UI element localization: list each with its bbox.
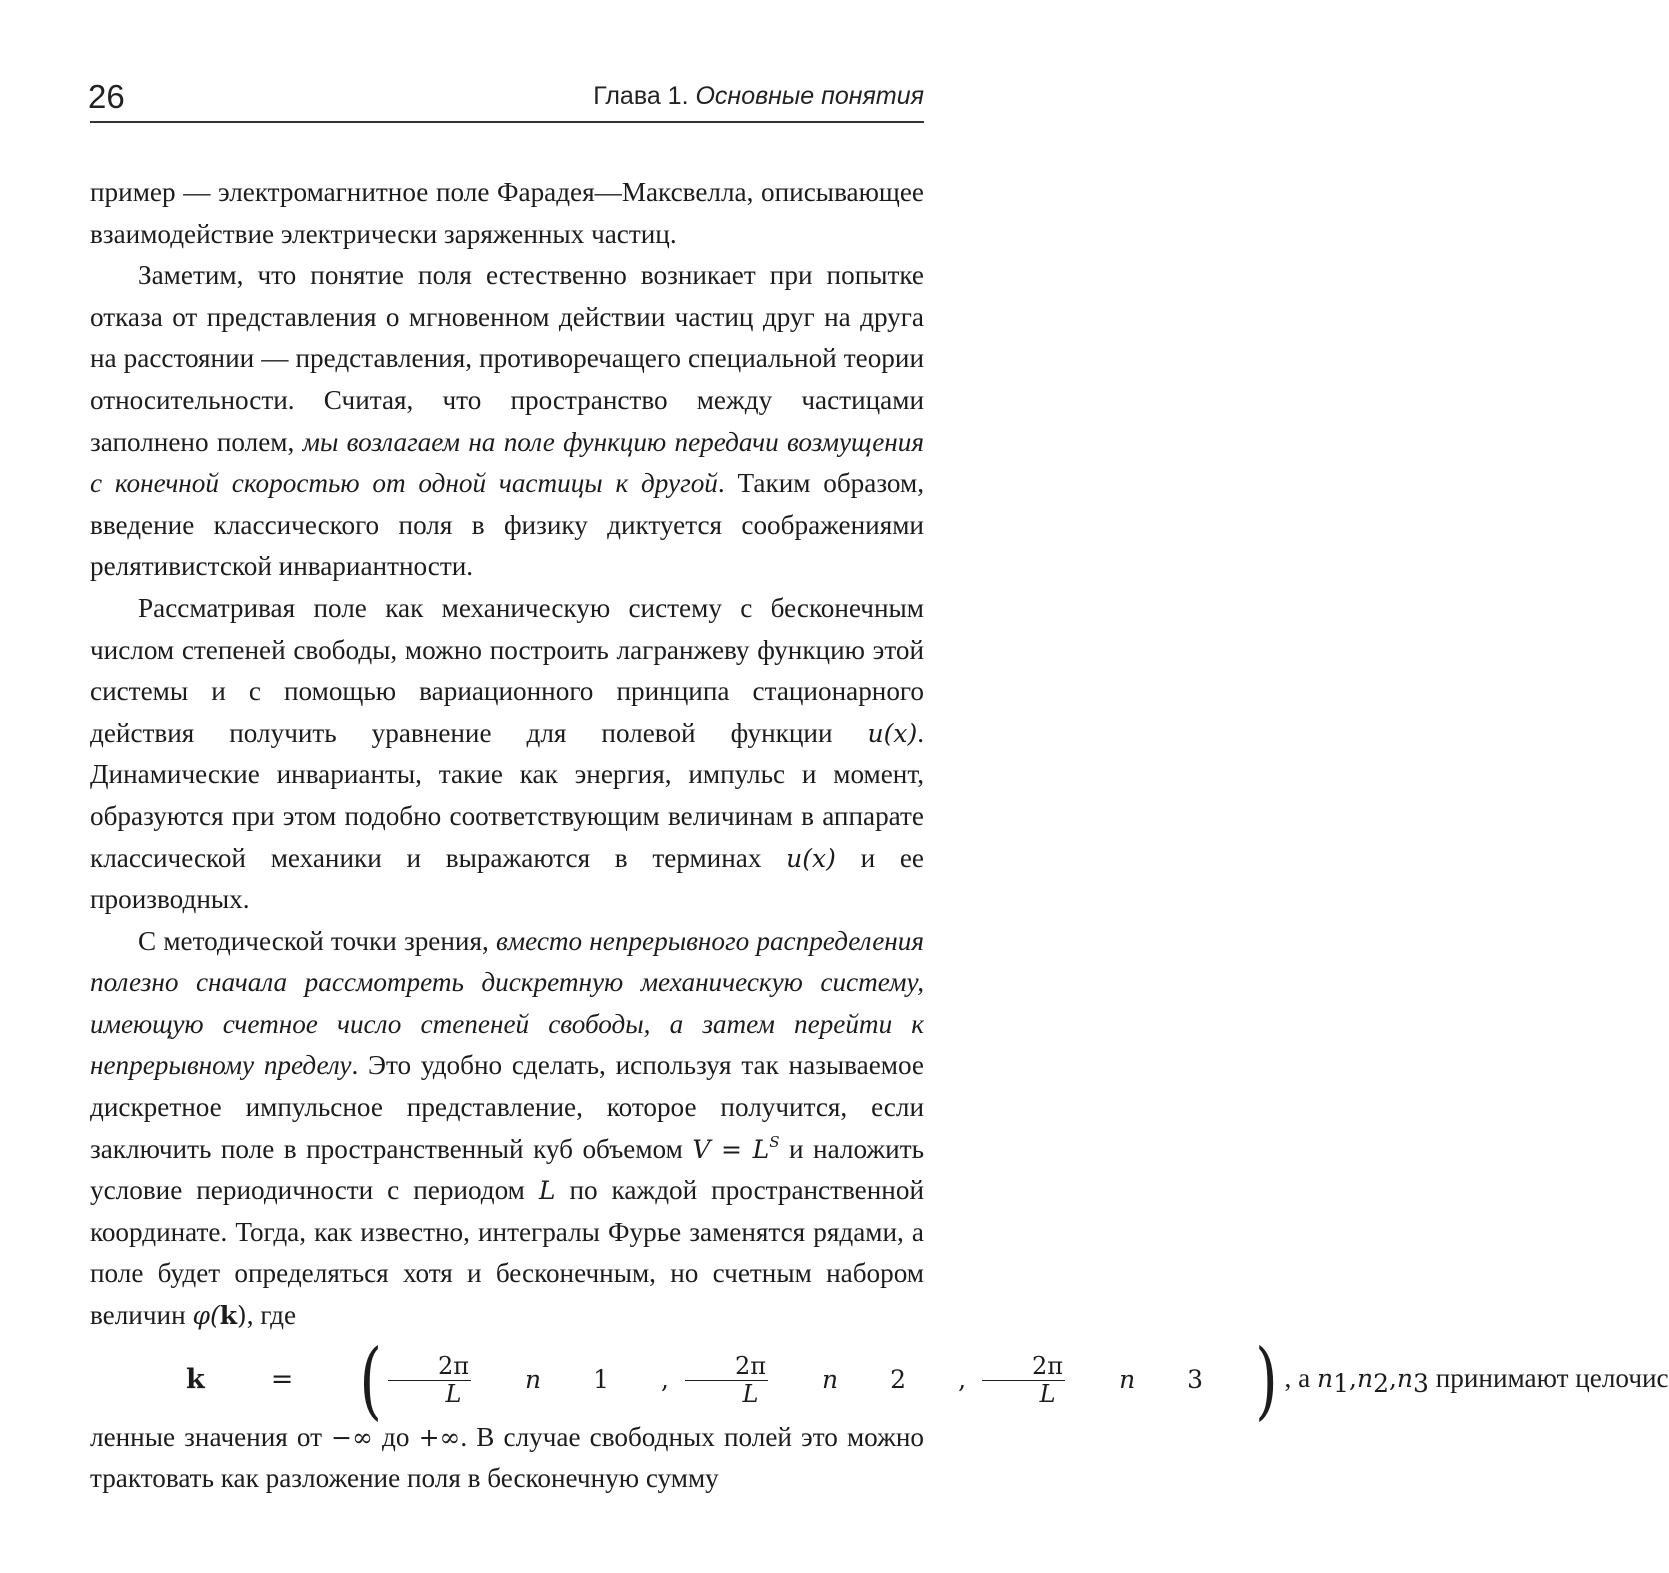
fraction-denominator: L	[445, 1379, 462, 1408]
math-equals: =	[710, 1134, 753, 1164]
math-close-paren: )	[237, 1301, 247, 1331]
n-list-sub-3: 3	[1413, 1368, 1429, 1398]
wavevector-formula: k = ( $\frac{2\pi}{L}$ n 1 , $\frac{2\pi}{L}$ n 2 , $\frac{2\pi}{L}$ n 3 )	[138, 1337, 1278, 1423]
page-number: 26	[88, 78, 125, 115]
math-exponent-S: S	[769, 1132, 780, 1151]
fraction-2pi-over-L-2	[685, 1353, 768, 1408]
fraction-numerator: 2π	[388, 1353, 471, 1381]
fraction-2pi-over-L-3	[982, 1353, 1065, 1408]
p4-text-10: . В случае свободных полей это можно трактовать как разложение поля в бесконечную сумму	[90, 1421, 924, 1494]
p4-text-3: и наложить условие периодичности с периодом	[90, 1133, 924, 1206]
p4-text-2: . Это удобно сделать, используя так называемое дискретное импульсное представление, которое получится, если заключить поле в пространственный куб объемом	[90, 1050, 924, 1164]
p4-text-6: , а	[1284, 1362, 1311, 1393]
math-phi: φ(	[192, 1301, 220, 1331]
n-list-n1: n	[1316, 1363, 1334, 1393]
p2-text-1: Заметим, что понятие поля естественно возникает при попытке отказа от представления о мгновенном действии частиц друг на друга на расстоянии — представления, противоречащего специальной теории относительности. Считая, что пространство между частицами заполнено полем,	[90, 260, 924, 457]
chapter-title: Основные понятия	[695, 82, 924, 110]
p1-text: пример — электромагнитное поле Фарадея—Максвелла, описывающее взаимодействие электрически заряженных частиц.	[90, 177, 924, 249]
formula-left-paren: (	[359, 1331, 382, 1430]
p4-text-1: С методической точки зрения,	[138, 925, 496, 956]
p3-text-1: Рассматривая поле как механическую систему с бесконечным числом степеней свободы, можно построить лагранжеву функцию этой системы и с помощью вариационного принципа стационарного действия получить уравнение для полевой функции	[90, 592, 924, 748]
math-u-x-1: u(x)	[867, 718, 918, 748]
p4-italic-1: вместо непрерывного распределения полезно сначала рассмотреть дискретную механическую систему, имеющую счетное число степеней свободы, а затем перейти к непрерывному пределу	[90, 925, 924, 1081]
fraction-numerator: 2π	[685, 1353, 768, 1381]
n-list-sub-1: 1	[1333, 1368, 1349, 1398]
formula-k-bold: k	[186, 1364, 205, 1396]
p4-text-5: , где	[246, 1300, 297, 1331]
n-list	[1316, 1363, 1429, 1398]
p4-text-9: до	[372, 1421, 419, 1452]
paragraph-2	[90, 255, 924, 588]
p4-text-7: принимают целочис	[1435, 1362, 1669, 1393]
math-L-period: L	[538, 1176, 556, 1206]
formula-comma: ,	[958, 1365, 967, 1395]
p4-text-8: ленные значения от	[90, 1421, 332, 1452]
running-head	[593, 82, 924, 111]
n-list-sub-2: 2	[1373, 1368, 1389, 1398]
fraction-numerator: 2π	[982, 1353, 1065, 1381]
p3-text-3: и ее производных.	[90, 842, 924, 915]
formula-n: n	[525, 1365, 542, 1395]
math-L: L	[752, 1134, 770, 1164]
n-list-n3: n	[1396, 1363, 1414, 1393]
formula-right-paren: )	[1255, 1331, 1278, 1430]
header-rule	[90, 121, 924, 123]
n-list-comma-1: ,	[1349, 1363, 1357, 1393]
formula-comma: ,	[661, 1365, 669, 1395]
p4-text-4: по каждой пространственной координате. Тогда, как известно, интегралы Фурье заменятся рядами, а поле будет определяться хотя и бесконечным, но счетным набором величин	[90, 1175, 924, 1331]
n-list-n2: n	[1356, 1363, 1374, 1393]
formula-n: n	[1119, 1365, 1136, 1395]
math-u-x-2: u(x)	[786, 843, 836, 873]
math-k-bold: k	[219, 1301, 238, 1331]
p2-italic-1: мы возлагаем на поле функцию передачи возмущения с конечной скоростью от одной частицы к другой	[90, 426, 924, 499]
math-minus-infinity: −∞	[331, 1422, 373, 1452]
math-V: V	[692, 1134, 711, 1164]
p2-text-2: . Таким образом, введение классического поля в физику диктуется соображениями релятивистской инвариантности.	[90, 468, 924, 582]
fraction-denominator: L	[742, 1379, 759, 1408]
math-plus-infinity: +∞	[418, 1422, 461, 1452]
fraction-2pi-over-L-1	[388, 1353, 471, 1408]
paragraph-1	[90, 172, 924, 255]
n-list-comma-2: ,	[1388, 1363, 1397, 1393]
formula-equals: =	[270, 1364, 294, 1396]
paragraph-3	[90, 588, 924, 921]
formula-n: n	[822, 1365, 839, 1395]
chapter-prefix: Глава 1.	[593, 82, 696, 110]
fraction-denominator: L	[1039, 1379, 1056, 1408]
p3-text-2: . Динамические инварианты, такие как энергия, импульс и момент, образуются при этом подобно соответствующим величинам в аппарате классической механики и выражаются в терминах	[90, 717, 924, 873]
